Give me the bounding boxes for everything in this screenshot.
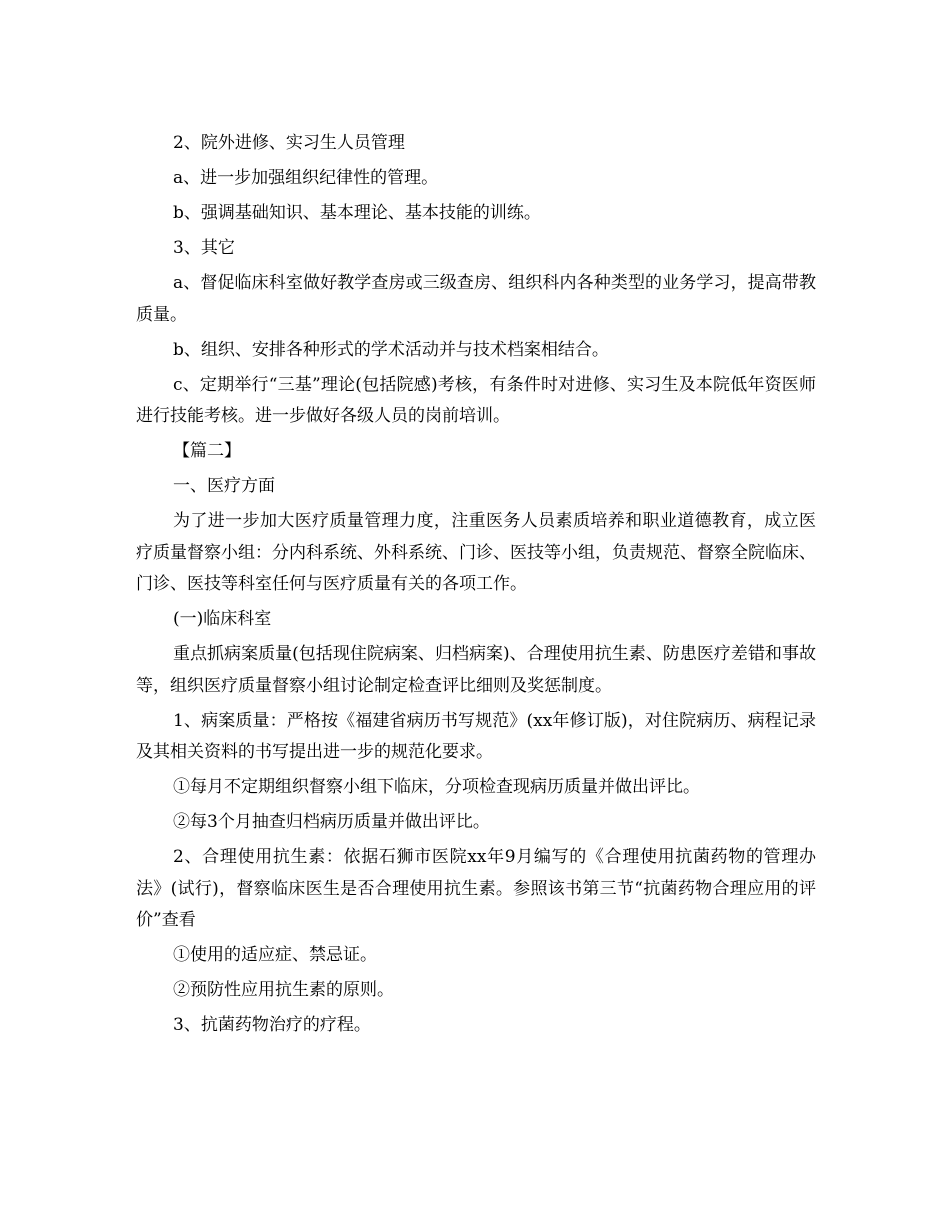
paragraph-7: c、定期举行“三基”理论(包括院感)考核，有条件时对进修、实习生及本院低年资医师进行技能考核。进一步做好各级人员的岗前培训。 xyxy=(136,374,816,426)
paragraph-2: a、进一步加强组织纪律性的管理。 xyxy=(173,168,439,188)
paragraph-4: 3、其它 xyxy=(173,238,235,258)
paragraph-17: ①使用的适应症、禁忌证。 xyxy=(173,945,377,965)
document-body xyxy=(136,128,816,1042)
paragraph-9: 一、医疗方面 xyxy=(173,476,275,496)
paragraph-6: b、组织、安排各种形式的学术活动并与技术档案相结合。 xyxy=(173,339,609,360)
paragraph-3: b、强调基础知识、基本理论、基本技能的训练。 xyxy=(173,203,541,223)
paragraph-1: 2、院外进修、实习生人员管理 xyxy=(173,133,405,153)
paragraph-16: 2、合理使用抗生素：依据石狮市医院xx年9月编写的《合理使用抗菌药物的管理办法》(试行)，督察临床医生是否合理使用抗生素。参照该书第三节“抗菌药物合理应用的评价”查看 xyxy=(136,847,816,930)
paragraph-12: 重点抓病案质量(包括现住院病案、归档病案)、合理使用抗生素、防患医疗差错和事故等，组织医疗质量督察小组讨论制定检查评比细则及奖惩制度。 xyxy=(136,644,816,696)
paragraph-13: 1、病案质量：严格按《福建省病历书写规范》(xx年修订版)，对住院病历、病程记录及其相关资料的书写提出进一步的规范化要求。 xyxy=(136,710,816,762)
paragraph-14: ①每月不定期组织督察小组下临床，分项检查现病历质量并做出评比。 xyxy=(173,777,700,797)
paragraph-15: ②每3个月抽查归档病历质量并做出评比。 xyxy=(173,812,490,832)
paragraph-10: 为了进一步加大医疗质量管理力度，注重医务人员素质培养和职业道德教育，成立医疗质量督察小组：分内科系统、外科系统、门诊、医技等小组，负责规范、督察全院临床、门诊、医技等科室任何与医疗质量有关的各项工作。 xyxy=(136,511,816,594)
paragraph-19: 3、抗菌药物治疗的疗程。 xyxy=(173,1015,371,1035)
paragraph-5: a、督促临床科室做好教学查房或三级查房、组织科内各种类型的业务学习，提高带教质量。 xyxy=(136,273,816,325)
paragraph-18: ②预防性应用抗生素的原则。 xyxy=(173,980,394,1000)
paragraph-11: (一)临床科室 xyxy=(173,609,272,629)
section-heading-pian-er: 【篇二】 xyxy=(173,441,241,461)
